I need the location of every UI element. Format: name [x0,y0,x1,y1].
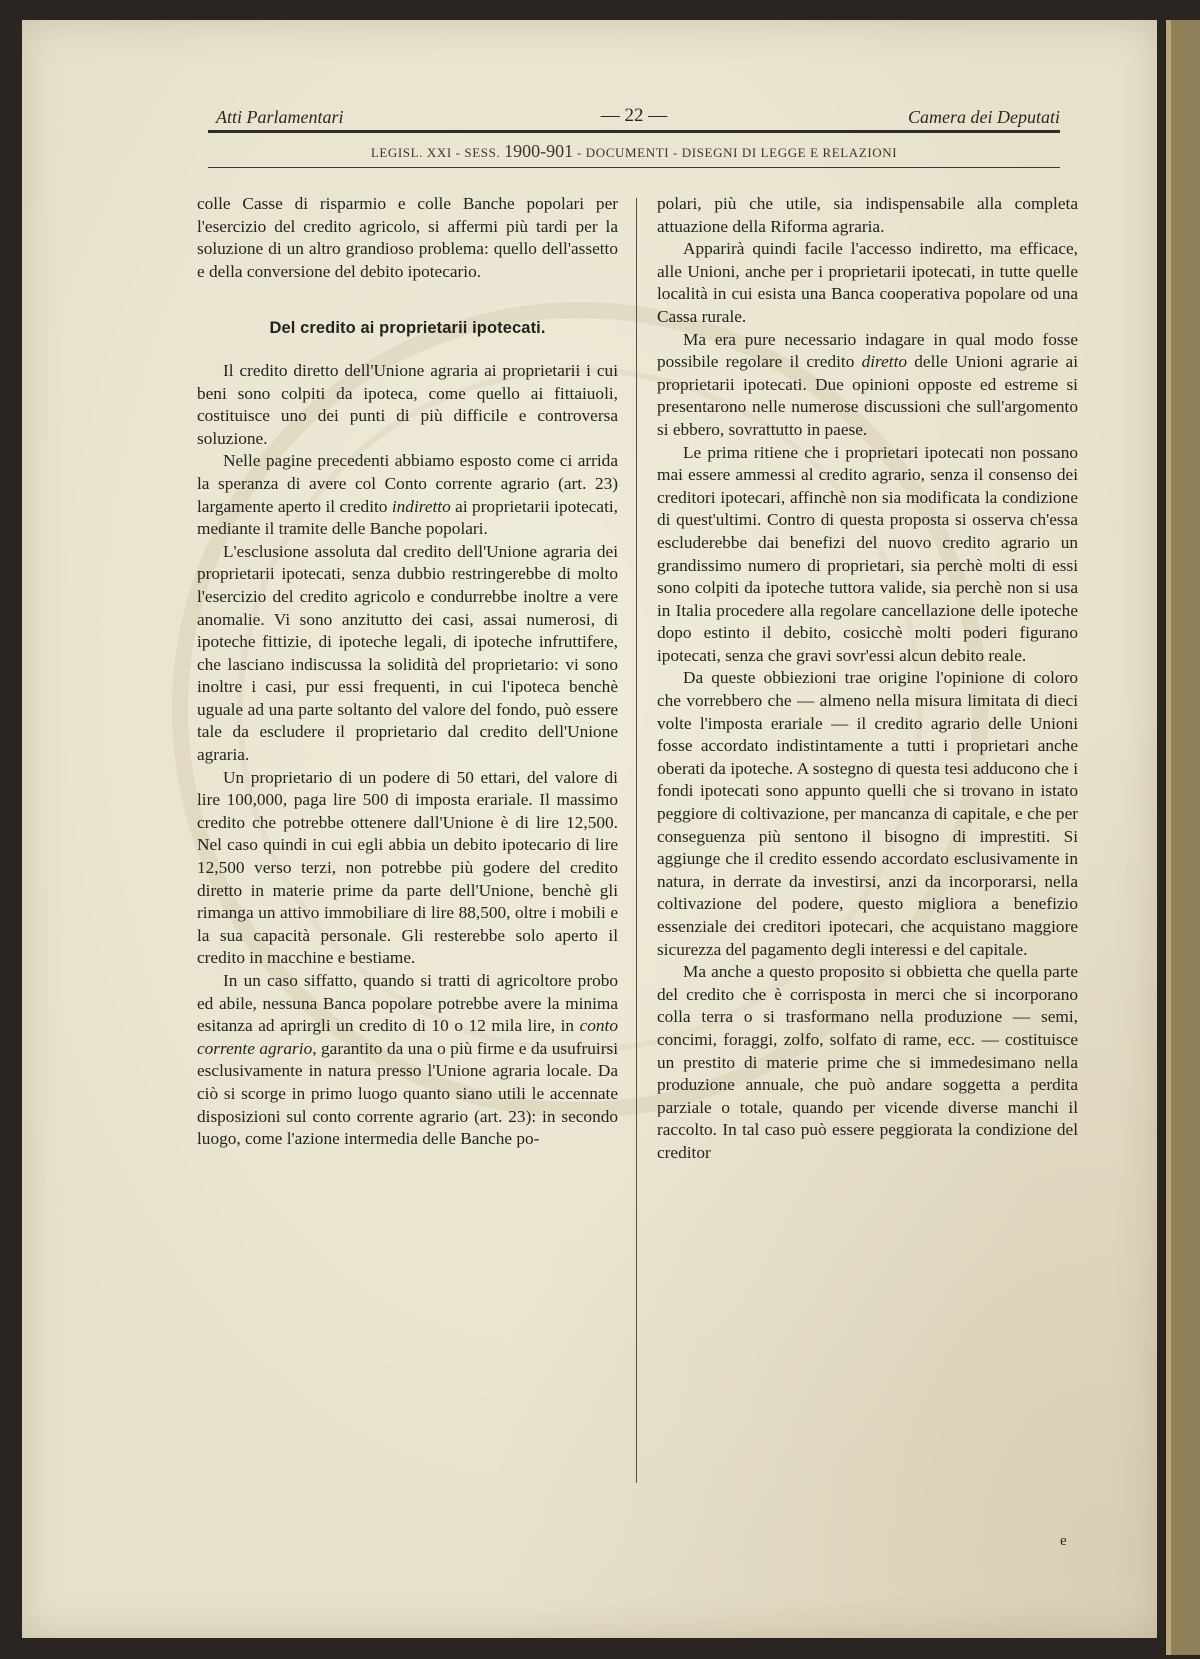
left-paragraph-6 [197,970,618,1151]
catchword: e [1060,1533,1067,1549]
right-paragraph-6: Ma anche a questo proposito si obbietta che quella parte del credito che è corrisposta in merci che si incorporano colla terra o si trasformano nella produzione — semi, concimi, foraggi, zolfo, solfato di rame, ecc. — costituisce un prestito di materie prime che si immedesimano nella produzione annuale, che può andare soggetta a perdita parziale o totale, quando per vicende diverse manchi il raccolto. In tal caso può essere peggiorata la condizione del creditor [657,962,1078,1162]
header-right-title: Camera dei Deputati [908,107,1060,127]
left-paragraph-1: colle Casse di risparmio e colle Banche popolari per l'esercizio del credito agricolo, si affermi più tardi per la soluzione di un altro grandioso problema: quello dell'assetto e della conversione del debito ipotecario. [197,194,618,281]
text-run: Nelle pagine precedenti abbiamo esposto come ci arrida la speranza di avere col Conto corrente agrario (art. 23) largamente aperto il credito [197,451,618,516]
header-sub-suffix: - DOCUMENTI - DISEGNI DI LEGGE E RELAZIONI [573,145,898,160]
left-paragraph-3 [197,450,618,540]
text-run: delle Unioni agrarie ai proprietarii ipotecati. Due opinioni opposte ed estreme si presentarono nelle numerose discussioni che sull'argomento si ebbero, sovrattutto in paese. [657,352,1078,439]
text-run: In un caso siffatto, quando si tratti di agricoltore probo ed abile, nessuna Banca popolare potrebbe avere la minima esitanza ad aprirgli un credito di 10 o 12 mila lire, in [197,971,618,1036]
emphasis-text: diretto [861,352,908,372]
right-paragraph-5: Da queste obbiezioni trae origine l'opinione di coloro che vorrebbero che — almeno nella misura limitata di dieci volte l'imposta erariale — il credito agrario delle Unioni fosse accordato indistintamente a tutti i proprietari anche oberati da ipoteche. A sostegno di questa tesi adducono che i fondi ipotecati sono appunto quelli che si trovano in istato peggiore di coltivazione, per mancanza di capitale, e che per conseguenza più sentono il bisogno di imprestiti. Si aggiunge che il credito essendo accordato esclusivamente in natura, in derrate da investirsi, anzi da incorporarsi, nella coltivazione del podere, questo migliora a benefizio essenziale dei creditori ipotecari, che acquistano maggiore sicurezza del pagamento degli interessi e del capitale. [657,668,1078,959]
adjacent-page-highlight [1166,20,1171,1655]
text-run: Ma era pure necessario indagare in qual modo fosse possibile regolare il credito [657,329,1078,372]
right-paragraph-4: Le prima ritiene che i proprietari ipotecati non possano mai essere ammessi al credito agrario, senza il consenso dei creditori ipotecari, affinchè non sia modificata la condizione di quest'ultimi. Contro di questa proposta si osserva ch'essa escluderebbe dai benefizi del nuovo credito agrario un grandissimo numero di proprietari, sia perchè molti di essi sono colpiti da ipoteche tuttora valide, sia perchè non si usa in Italia procedere alla regolare cancellazione delle ipoteche dopo estinto il debito, cosicchè molti poderi figurano ipotecati, senza che gravi sovr'essi alcun debito reale. [657,442,1078,665]
header-sub-prefix: LEGISL. XXI - SESS. [370,145,505,160]
right-paragraph-1: polari, più che utile, sia indispensabile alla completa attuazione della Riforma agraria. [657,194,1078,236]
text-run: , garantito da una o più firme e da usufruirsi esclusivamente in natura presso l'Unione agraria locale. Da ciò si scorge in primo luogo quanto siano utili le accennate disposizioni sul conto corrente agrario (art. 23): in secondo luogo, come l'azione intermedia delle Banche po- [197,1038,618,1149]
running-header [208,107,1060,131]
left-paragraph-2: Il credito diretto dell'Unione agraria ai proprietarii i cui beni sono colpiti da ipoteca, come quello ai fittaiuoli, costituisce uno dei punti di più difficile e controversa soluzione. [197,360,618,448]
right-paragraph-2: Apparirà quindi facile l'accesso indiretto, ma efficace, alle Unioni, anche per i proprietarii ipotecati, in tutte quelle località in cui esista una Banca cooperativa popolare od una Cassa rurale. [657,239,1078,326]
adjacent-page-edge [1166,20,1200,1655]
right-paragraph-3 [657,329,1078,442]
left-paragraph-4: L'esclusione assoluta dal credito dell'Unione agraria dei proprietarii ipotecati, senza dubbio restringerebbe di molto l'esercizio del credito agricolo e condurrebbe inoltre a vere anomalie. Vi sono anzitutto dei casi, assai numerosi, di ipoteche fittizie, di ipoteche legali, di ipoteche infruttifere, che lasciano indiscussa la solidità del proprietario: vi sono inoltre i casi, pur essi frequenti, in cui l'ipoteca benchè uguale ad una parte soltanto del valore del fondo, può essere tale da escludere il proprietario dal credito dell'Unione agraria. [197,541,618,765]
left-column [197,193,618,1151]
section-title: Del credito ai proprietarii ipotecati. [269,319,546,338]
text-run: ai proprietarii ipotecati, mediante il tramite delle Banche popolari. [197,496,618,539]
header-rule-thin [208,167,1060,168]
header-subtitle [208,141,1060,162]
left-paragraph-5: Un proprietario di un podere di 50 ettari, del valore di lire 100,000, paga lire 500 di imposta erariale. Il massimo credito che potrebbe ottenere dall'Unione è di lire 12,500. Nel caso quindi in cui egli abbia un debito ipotecario di lire 12,500 verso terzi, non potrebbe più godere del credito diretto in materie prime da parte dell'Unione, benchè gli rimanga un attivo immobiliare di lire 88,500, oltre i mobili e la sua capacità personale. Gli resterebbe solo aperto il credito in macchine e bestiame. [197,767,618,968]
page-number: — 22 — [600,105,668,126]
emphasis-text: indiretto [391,496,451,516]
emphasis-text: conto corrente agrario [197,1016,618,1058]
header-left-title: Atti Parlamentari [216,107,344,127]
column-divider [636,198,637,1483]
header-sub-years: 1900-901 [504,141,574,161]
right-column [657,193,1078,1165]
header-rule-thick [208,130,1060,133]
